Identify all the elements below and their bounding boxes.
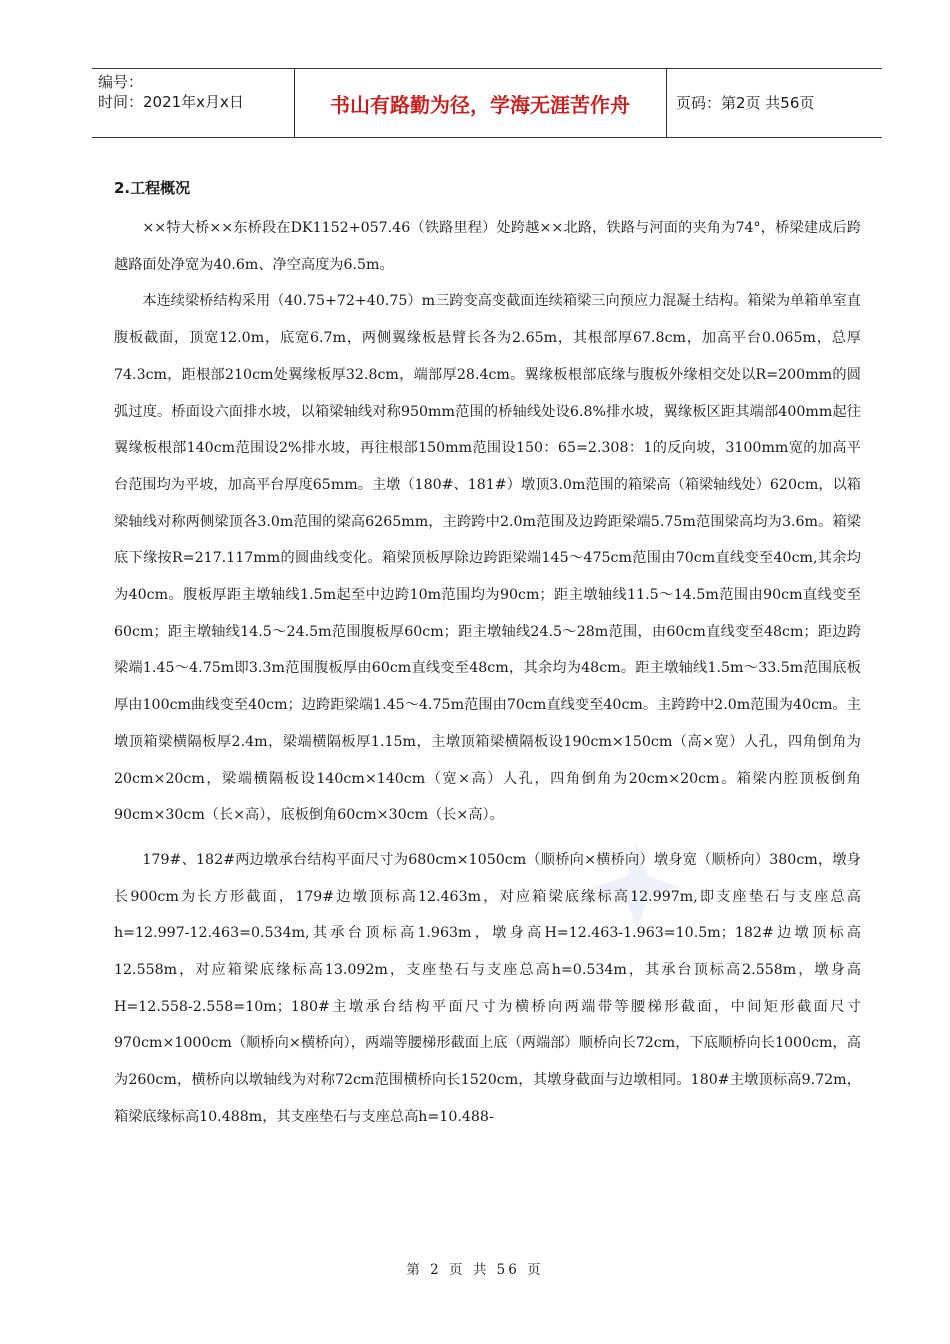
header-page-cell <box>666 69 882 137</box>
number-label: 编号： <box>98 73 144 91</box>
time-label: 时间：2021年x月x日 <box>98 93 244 111</box>
paragraph-overview: ××特大桥××东桥段在DK1152+057.46（铁路里程）处跨越××北路，铁路与河面的夹角为74°，桥梁建成后跨越路面处净宽为40.6m、净空高度为6.5m。 <box>114 220 861 273</box>
header-page-number: 页码：第2页 共56页 <box>676 94 815 112</box>
header-motto: 书山有路勤为径，学海无涯苦作舟 <box>330 93 630 117</box>
page-header <box>92 68 882 138</box>
section-title: 2.工程概况 <box>114 179 191 197</box>
page-footer: 第 2 页 共 56 页 <box>406 1262 544 1278</box>
paragraph-structure: 本连续梁桥结构采用（40.75+72+40.75）m三跨变高变截面连续箱梁三向预应力混凝土结构。箱梁为单箱单室直腹板截面，顶宽12.0m，底宽6.7m，两侧翼缘板悬臂长各为2.65m，其根部厚67.8cm，加高平台0.065m，总厚74.3cm，距根部210cm处翼缘板厚32.8cm，端部厚28.4cm。翼缘板根部底缘与腹板外缘相交处以R=200mm的圆弧过度。桥面设六面排水坡，以箱梁轴线对称950mm范围的桥轴线处设6.8%排水坡，翼缘板区距其端部400mm起往翼缘板根部140cm范围设2%排水坡，再往根部150mm范围设150：65=2.308：1的反向坡，3100mm宽的加高平台范围均为平坡，加高平台厚度65mm。主墩（180#、181#）墩顶3.0m范围的箱梁高（箱梁轴线处）620cm，以箱梁轴线对称两侧梁顶各3.0m范围的梁高6265mm，主跨跨中2.0m范围及边跨距梁端5.75m范围梁高均为3.6m。箱梁底下缘按R=217.117mm的圆曲线变化。箱梁顶板厚除边跨距梁端145～475cm范围由70cm直线变至40cm,其余均为40cm。腹板厚距主墩轴线1.5m起至中边跨10m范围均为90cm；距主墩轴线11.5～14.5m范围由90cm直线变至60cm；距主墩轴线14.5～24.5m范围腹板厚60cm；距主墩轴线24.5～28m范围，由60cm直线变至48cm；距边跨梁端1.45～4.75m即3.3m范围腹板厚由60cm直线变至48cm，其余均为48cm。距主墩轴线1.5m～33.5m范围底板厚由100cm曲线变至40cm；边跨距梁端1.45～4.75m范围由70cm直线变至40cm。主跨跨中2.0m范围为40cm。主墩顶箱梁横隔板厚2.4m，梁端横隔板厚1.15m，主墩顶箱梁横隔板设190cm×150cm（高×宽）人孔，四角倒角为20cm×20cm，梁端横隔板设140cm×140cm（宽×高）人孔，四角倒角为20cm×20cm。箱梁内腔顶板倒角90cm×30cm（长×高），底板倒角60cm×30cm（长×高）。 <box>114 293 861 824</box>
paragraph-piers: 179#、182#两边墩承台结构平面尺寸为680cm×1050cm（顺桥向×横桥向）墩身宽（顺桥向）380cm，墩身长900cm为长方形截面，179#边墩顶标高12.463m，对应箱梁底缘标高12.997m,即支座垫石与支座总高h=12.997-12.463=0.534m,其承台顶标高1.963m，墩身高H=12.463-1.963=10.5m；182#边墩顶标高12.558m，对应箱梁底缘标高13.092m，支座垫石与支座总高h=0.534m，其承台顶标高2.558m，墩身高H=12.558-2.558=10m；180#主墩承台结构平面尺寸为横桥向两端带等腰梯形截面，中间矩形截面尺寸970cm×1000cm（顺桥向×横桥向），两端等腰梯形截面上底（两端部）顺桥向长72cm，下底顺桥向长1000cm，高为260cm，横桥向以墩轴线为对称72cm范围横桥向长1520cm，其墩身截面与边墩相同。180#主墩顶标高9.72m，箱梁底缘标高10.488m，其支座垫石与支座总高h=10.488- <box>114 851 861 1125</box>
document-body <box>114 176 861 1136</box>
header-motto-cell <box>294 69 667 137</box>
header-info-cell <box>92 69 295 137</box>
